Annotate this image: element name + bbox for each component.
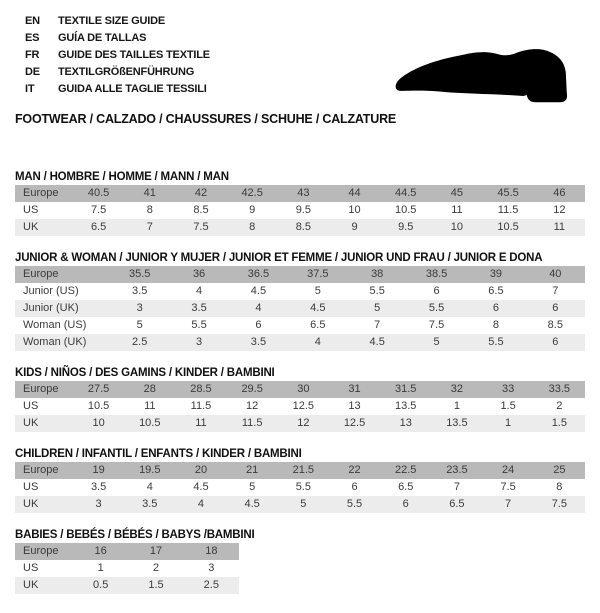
size-value-cell: 22.5	[380, 462, 431, 479]
size-value-cell: 0.5	[73, 577, 128, 594]
row-label-cell: Junior (UK)	[15, 300, 110, 317]
size-value-cell: 17	[128, 543, 183, 560]
size-value-cell: 38	[348, 266, 407, 283]
size-value-cell: 6	[380, 496, 431, 513]
size-value-cell: 4.5	[175, 479, 226, 496]
size-value-cell: 9.5	[278, 202, 329, 219]
table-title: JUNIOR & WOMAN / JUNIOR Y MUJER / JUNIOR ET FEMME / JUNIOR UND FRAU / JUNIOR E DONA	[15, 252, 543, 264]
size-value-cell: 10.5	[483, 219, 534, 236]
size-value-cell: 5	[348, 300, 407, 317]
size-table-section	[15, 171, 600, 236]
table-row	[15, 300, 585, 317]
size-value-cell: 25	[534, 462, 585, 479]
size-value-cell: 6.5	[288, 317, 347, 334]
size-value-cell: 6	[229, 317, 288, 334]
size-value-cell: 1.5	[534, 415, 585, 432]
size-value-cell: 3.5	[169, 300, 228, 317]
language-label: GUÍA DE TALLAS	[58, 32, 147, 44]
row-label-cell: Europe	[15, 381, 73, 398]
size-table-section	[15, 448, 600, 513]
size-table	[15, 543, 239, 594]
size-table	[15, 266, 585, 351]
size-value-cell: 7	[348, 317, 407, 334]
table-row	[15, 462, 585, 479]
size-value-cell: 36.5	[229, 266, 288, 283]
size-value-cell: 3.5	[124, 496, 175, 513]
size-value-cell: 7.5	[483, 479, 534, 496]
size-value-cell: 27.5	[73, 381, 124, 398]
size-value-cell: 6	[466, 300, 525, 317]
size-value-cell: 5	[278, 496, 329, 513]
language-code: DE	[25, 66, 40, 78]
size-value-cell: 28.5	[175, 381, 226, 398]
size-value-cell: 32	[431, 381, 482, 398]
language-code: EN	[25, 15, 40, 27]
size-value-cell: 1	[483, 415, 534, 432]
table-title: CHILDREN / INFANTIL / ENFANTS / KINDER / BAMBINI	[15, 448, 302, 460]
size-value-cell: 1	[431, 398, 482, 415]
size-value-cell: 6	[407, 283, 466, 300]
size-table	[15, 381, 585, 432]
size-value-cell: 44	[329, 185, 380, 202]
size-value-cell: 33.5	[534, 381, 585, 398]
table-row	[15, 283, 585, 300]
size-value-cell: 33	[483, 381, 534, 398]
row-label-cell: UK	[15, 415, 73, 432]
size-value-cell: 9.5	[380, 219, 431, 236]
size-value-cell: 23.5	[431, 462, 482, 479]
size-value-cell: 12.5	[278, 398, 329, 415]
size-table-section	[15, 252, 600, 351]
size-value-cell: 4	[229, 300, 288, 317]
dress-shoe-icon	[394, 46, 574, 108]
table-row	[15, 577, 239, 594]
size-value-cell: 8	[227, 219, 278, 236]
size-value-cell: 1.5	[483, 398, 534, 415]
size-value-cell: 20	[175, 462, 226, 479]
table-row	[15, 334, 585, 351]
size-value-cell: 4.5	[348, 334, 407, 351]
size-value-cell: 12	[534, 202, 585, 219]
table-row	[15, 479, 585, 496]
size-value-cell: 11	[431, 202, 482, 219]
language-label: GUIDE DES TAILLES TEXTILE	[58, 49, 210, 61]
size-value-cell: 30	[278, 381, 329, 398]
size-value-cell: 1	[73, 560, 128, 577]
row-label-cell: Europe	[15, 543, 73, 560]
size-value-cell: 19	[73, 462, 124, 479]
size-value-cell: 5.5	[407, 300, 466, 317]
row-label-cell: Europe	[15, 266, 110, 283]
size-table-section	[15, 367, 600, 432]
size-value-cell: 10.5	[73, 398, 124, 415]
row-label-cell: UK	[15, 219, 73, 236]
size-value-cell: 9	[227, 202, 278, 219]
size-table	[15, 185, 585, 236]
row-label-cell: Junior (US)	[15, 283, 110, 300]
category-title: FOOTWEAR / CALZADO / CHAUSSURES / SCHUHE / CALZATURE	[15, 112, 397, 126]
size-value-cell: 12	[278, 415, 329, 432]
size-value-cell: 16	[73, 543, 128, 560]
table-row	[15, 185, 585, 202]
size-value-cell: 11	[175, 415, 226, 432]
size-value-cell: 4	[124, 479, 175, 496]
size-value-cell: 4.5	[229, 283, 288, 300]
size-value-cell: 8.5	[175, 202, 226, 219]
size-value-cell: 4	[175, 496, 226, 513]
table-row	[15, 266, 585, 283]
size-tables	[15, 171, 600, 594]
language-label: TEXTILGRÖßENFÜHRUNG	[58, 66, 195, 78]
language-row	[25, 30, 600, 47]
size-value-cell: 3	[184, 560, 239, 577]
size-value-cell: 13	[329, 398, 380, 415]
row-label-cell: US	[15, 479, 73, 496]
size-value-cell: 46	[534, 185, 585, 202]
size-value-cell: 13.5	[431, 415, 482, 432]
size-value-cell: 31	[329, 381, 380, 398]
size-value-cell: 8.5	[526, 317, 585, 334]
size-value-cell: 6	[526, 300, 585, 317]
size-value-cell: 44.5	[380, 185, 431, 202]
size-value-cell: 43	[278, 185, 329, 202]
size-value-cell: 6.5	[466, 283, 525, 300]
row-label-cell: US	[15, 398, 73, 415]
size-value-cell: 2.5	[184, 577, 239, 594]
language-code: FR	[25, 49, 40, 61]
size-value-cell: 36	[169, 266, 228, 283]
size-value-cell: 18	[184, 543, 239, 560]
size-value-cell: 12	[227, 398, 278, 415]
table-row	[15, 496, 585, 513]
size-value-cell: 6	[329, 479, 380, 496]
row-label-cell: UK	[15, 577, 73, 594]
row-label-cell: Woman (UK)	[15, 334, 110, 351]
size-value-cell: 2.5	[110, 334, 169, 351]
size-value-cell: 10	[73, 415, 124, 432]
size-value-cell: 21.5	[278, 462, 329, 479]
size-value-cell: 2	[534, 398, 585, 415]
size-value-cell: 5.5	[348, 283, 407, 300]
size-value-cell: 45	[431, 185, 482, 202]
size-value-cell: 5.5	[466, 334, 525, 351]
size-value-cell: 7	[526, 283, 585, 300]
size-value-cell: 8	[124, 202, 175, 219]
size-value-cell: 31.5	[380, 381, 431, 398]
language-code: ES	[25, 32, 40, 44]
size-value-cell: 10.5	[380, 202, 431, 219]
size-value-cell: 42	[175, 185, 226, 202]
size-value-cell: 10	[329, 202, 380, 219]
size-value-cell: 39	[466, 266, 525, 283]
size-value-cell: 8	[466, 317, 525, 334]
size-value-cell: 10.5	[124, 415, 175, 432]
size-value-cell: 8	[534, 479, 585, 496]
size-value-cell: 28	[124, 381, 175, 398]
size-value-cell: 5	[227, 479, 278, 496]
size-value-cell: 4	[169, 283, 228, 300]
size-value-cell: 42.5	[227, 185, 278, 202]
language-label: GUIDA ALLE TAGLIE TESSILI	[58, 83, 207, 95]
size-value-cell: 7	[431, 479, 482, 496]
table-title: MAN / HOMBRE / HOMME / MANN / MAN	[15, 171, 229, 183]
size-value-cell: 3	[73, 496, 124, 513]
table-row	[15, 398, 585, 415]
table-title: KIDS / NIÑOS / DES GAMINS / KINDER / BAMBINI	[15, 367, 275, 379]
size-value-cell: 6.5	[431, 496, 482, 513]
size-value-cell: 4.5	[288, 300, 347, 317]
size-value-cell: 13	[380, 415, 431, 432]
size-value-cell: 7.5	[73, 202, 124, 219]
size-value-cell: 5.5	[169, 317, 228, 334]
size-value-cell: 24	[483, 462, 534, 479]
row-label-cell: Europe	[15, 185, 73, 202]
size-value-cell: 5	[110, 317, 169, 334]
size-value-cell: 41	[124, 185, 175, 202]
language-row	[25, 13, 600, 30]
table-row	[15, 543, 239, 560]
row-label-cell: UK	[15, 496, 73, 513]
size-value-cell: 4.5	[227, 496, 278, 513]
size-value-cell: 6.5	[73, 219, 124, 236]
row-label-cell: Woman (US)	[15, 317, 110, 334]
size-value-cell: 19.5	[124, 462, 175, 479]
language-code: IT	[25, 83, 35, 95]
row-label-cell: US	[15, 560, 73, 577]
size-value-cell: 2	[128, 560, 183, 577]
size-value-cell: 9	[329, 219, 380, 236]
size-value-cell: 6	[526, 334, 585, 351]
size-value-cell: 3.5	[110, 283, 169, 300]
size-value-cell: 11.5	[227, 415, 278, 432]
size-value-cell: 6.5	[380, 479, 431, 496]
size-value-cell: 7	[124, 219, 175, 236]
size-value-cell: 40.5	[73, 185, 124, 202]
size-value-cell: 13.5	[380, 398, 431, 415]
size-value-cell: 11	[534, 219, 585, 236]
size-value-cell: 37.5	[288, 266, 347, 283]
size-value-cell: 40	[526, 266, 585, 283]
size-value-cell: 11.5	[175, 398, 226, 415]
size-value-cell: 3.5	[229, 334, 288, 351]
size-value-cell: 22	[329, 462, 380, 479]
row-label-cell: US	[15, 202, 73, 219]
size-value-cell: 5	[288, 283, 347, 300]
size-value-cell: 3	[110, 300, 169, 317]
size-value-cell: 11	[124, 398, 175, 415]
size-value-cell: 5	[407, 334, 466, 351]
row-label-cell: Europe	[15, 462, 73, 479]
size-value-cell: 7	[483, 496, 534, 513]
size-value-cell: 38.5	[407, 266, 466, 283]
size-value-cell: 3	[169, 334, 228, 351]
size-value-cell: 5.5	[278, 479, 329, 496]
table-row	[15, 317, 585, 334]
size-value-cell: 1.5	[128, 577, 183, 594]
table-row	[15, 415, 585, 432]
size-value-cell: 21	[227, 462, 278, 479]
language-label: TEXTILE SIZE GUIDE	[58, 15, 166, 27]
size-value-cell: 10	[431, 219, 482, 236]
size-value-cell: 29.5	[227, 381, 278, 398]
size-value-cell: 45.5	[483, 185, 534, 202]
size-value-cell: 7.5	[534, 496, 585, 513]
size-value-cell: 7.5	[407, 317, 466, 334]
size-value-cell: 3.5	[73, 479, 124, 496]
table-title: BABIES / BEBÉS / BÉBÉS / BABYS /BAMBINI	[15, 529, 255, 541]
size-table	[15, 462, 585, 513]
size-value-cell: 5.5	[329, 496, 380, 513]
size-value-cell: 8.5	[278, 219, 329, 236]
size-value-cell: 11.5	[483, 202, 534, 219]
table-row	[15, 560, 239, 577]
table-row	[15, 202, 585, 219]
table-row	[15, 219, 585, 236]
size-value-cell: 35.5	[110, 266, 169, 283]
size-value-cell: 12.5	[329, 415, 380, 432]
size-value-cell: 7.5	[175, 219, 226, 236]
size-table-section	[15, 529, 600, 594]
size-value-cell: 4	[288, 334, 347, 351]
table-row	[15, 381, 585, 398]
